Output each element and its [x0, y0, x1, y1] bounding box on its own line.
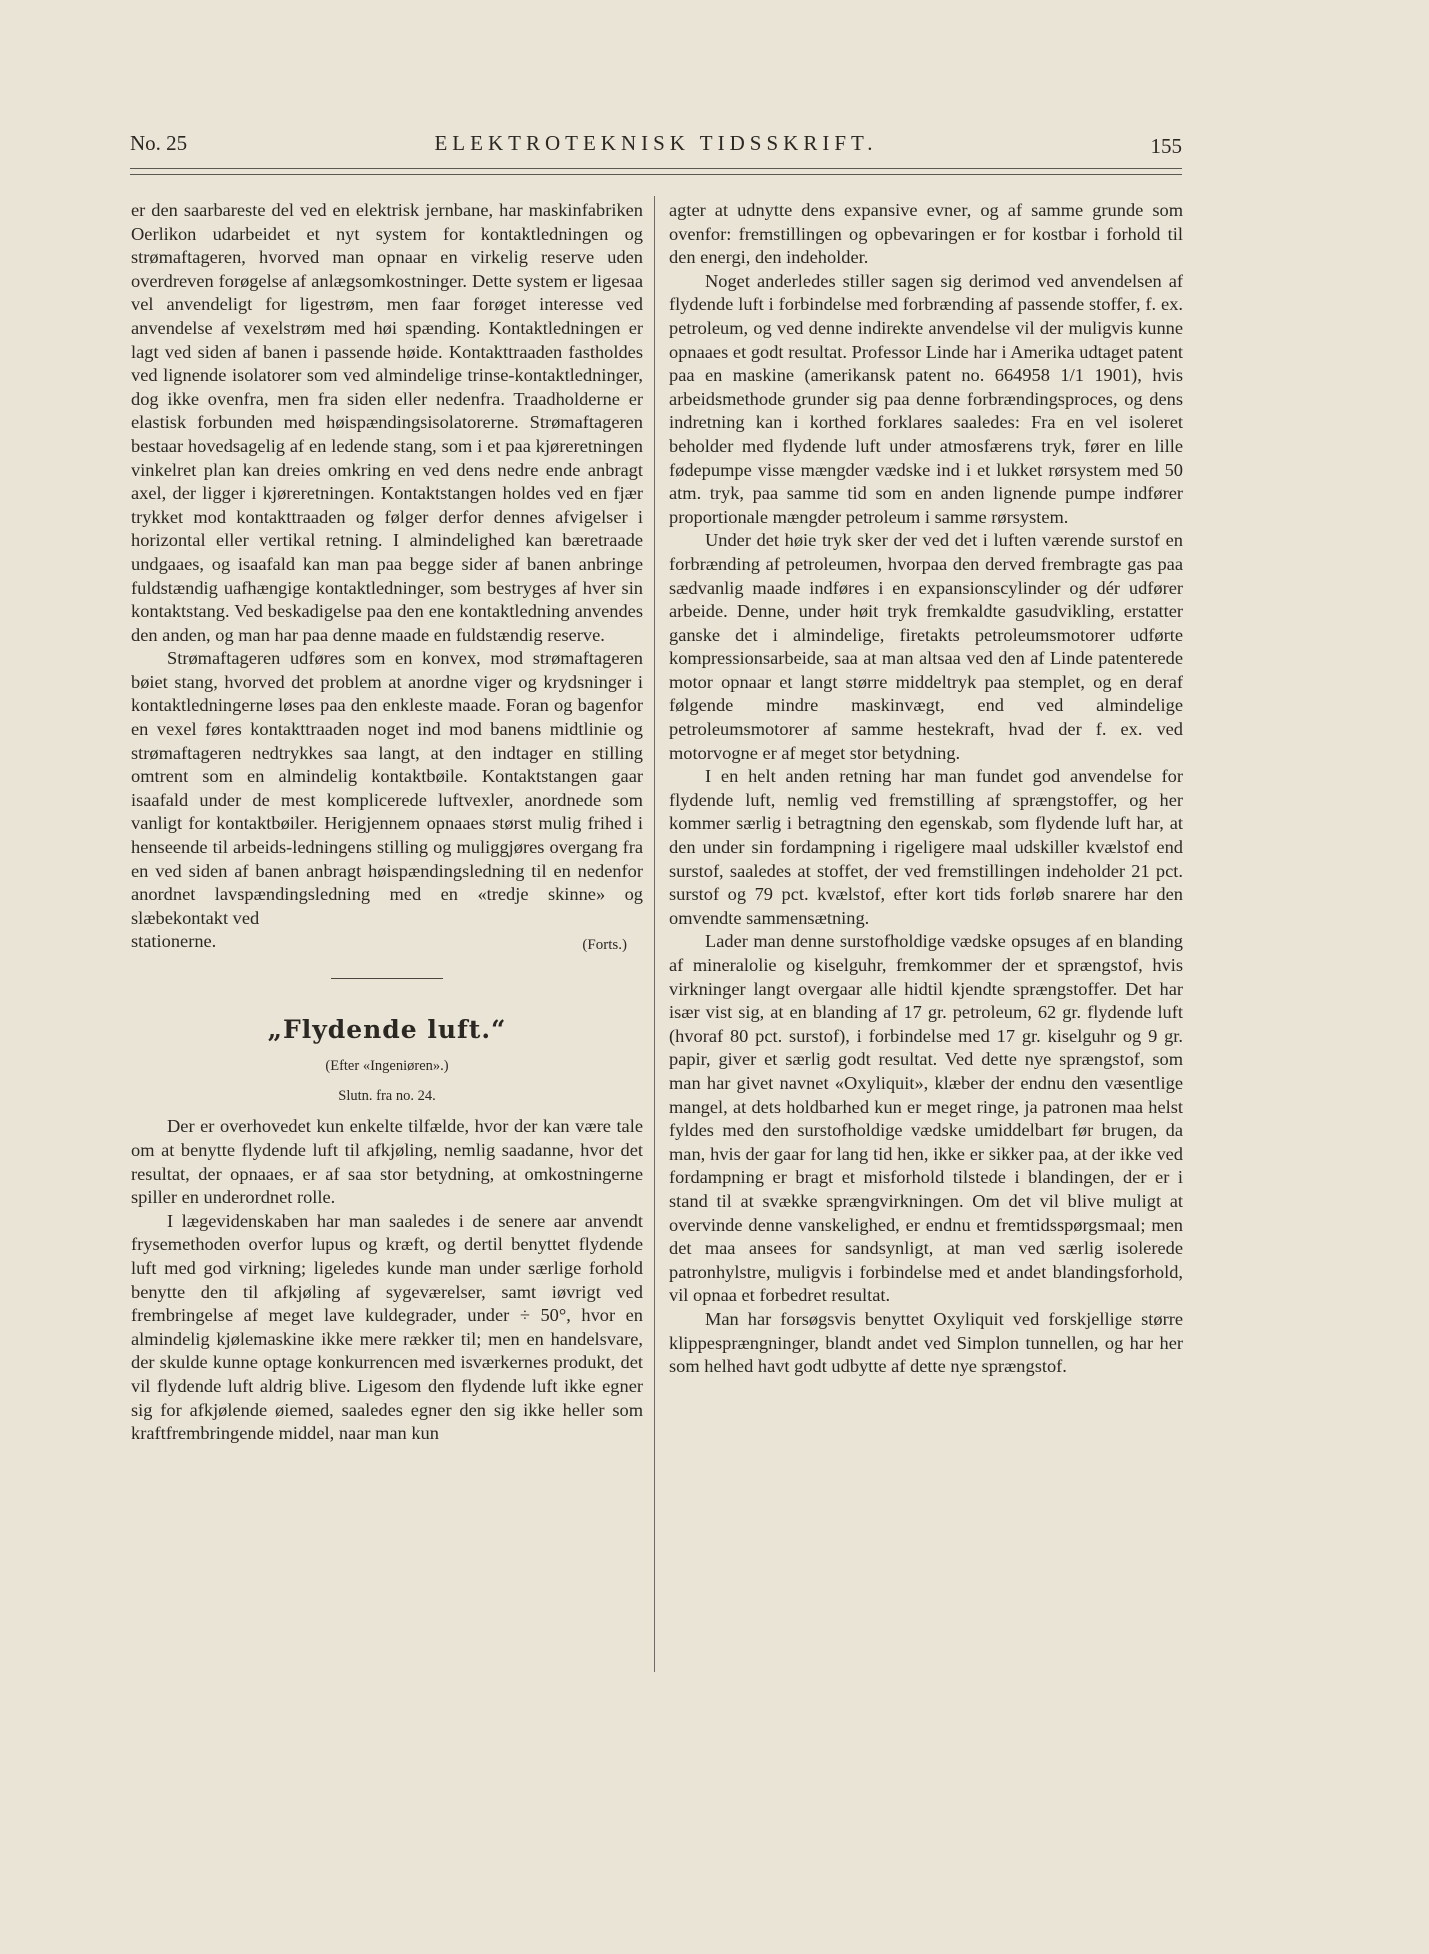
- column-divider: [654, 196, 655, 1672]
- paragraph: er den saarbareste del ved en elektrisk jernbane, har maskinfabriken Oerlikon udarbeidet et nyt system for kontaktledningen og strømaftageren, hvorved man opnaar en virkelig reserve uden overdreven forøgelse af anlægsomkostninger. Dette system er ligesaa vel anvendeligt for ligestrøm, men faar forøget interesse ved anvendelse af vexelstrøm med høi spænding. Kontaktledningen er lagt ved siden af banen i passende høide. Kontakttraaden fastholdes ved lignende isolatorer som ved almindelige trinse-kontaktledninger, dog ikke ovenfra, men fra siden eller nedenfra. Traadholderne er elastisk forbunden med høispændingsisolatorerne. Strømaftageren bestaar hovedsagelig af en ledende stang, som i et paa kjøreretningen vinkelret plan kan dreies omkring en ved dens nedre ende anbragt axel, der ligger i kjøreretningen. Kontaktstangen holdes ved en fjær trykket mod kontakttraaden og følger derfor dennes afvigelser i horizontal eller vertikal retning. I almindelighed kan bæretraade undgaaes, og isaafald kan man paa begge sider af banen anbringe fuldstændig uafhængige kontaktledninger, som bestryges af hver sin kontaktstang. Ved beskadigelse paa den ene kontaktledning anvendes den anden, og man har paa denne maade en fuldstændig reserve.: [131, 200, 643, 645]
- continued-note: (Forts.): [582, 937, 627, 954]
- paragraph: agter at udnytte dens expansive evner, og af samme grunde som ovenfor: fremstillingen og opbevaringen er for kostbar i forhold til den energi, den indeholder.: [669, 200, 1183, 268]
- paragraph: Strømaftageren udføres som en konvex, mod strømaftageren bøiet stang, hvorved det problem at anordne viger og krydsninger i kontaktledningerne løses paa den enkleste maade. Foran og bagenfor en vexel føres kontakttraaden noget ind mod banens midtlinie og strømaftageren nedtrykkes saa langt, at den indtager en stilling omtrent som en almindelig kontaktbøile. Kontaktstangen gaar isaafald under de mest komplicerede luftvexler, anordnede som vanligt for kontaktbøiler. Herigjennem opnaaes størst mulig frihed i henseende til arbeids-ledningens stilling og muliggjøres overgang fra en ved siden af banen anbragt høispændingsledning til en nedenfor anordnet lavspændingsledning med en «tredje skinne» og slæbekontakt ved: [131, 648, 643, 928]
- section-separator: [331, 978, 443, 979]
- paragraph: I en helt anden retning har man fundet god anvendelse for flydende luft, nemlig ved fremstilling af sprængstoffer, og her kommer særlig i betragtning den egenskab, som flydende luft har, at den under sin fordampning i rigeligere maal udskiller kvælstof end surstof, saaledes at stoffet, der ved fremstillingen indeholder 21 pct. surstof og 79 pct. kvælstof, efter kort tids forløb snarere har den omvendte sammensætning.: [669, 766, 1183, 928]
- paragraph: Lader man denne surstofholdige vædske opsuges af en blanding af mineralolie og kiselguhr, fremkommer der et sprængstof, hvis virkninger langt overgaar alle hidtil kjendte sprængstoffer. Det har især vist sig, at en blanding af 17 gr. petroleum, 62 gr. flydende luft (hvoraf 80 pct. surstof), i forbindelse med 17 gr. kiselguhr og 9 gr. papir, giver et særlig godt resultat. Ved dette nye sprængstof, som man har givet navnet «Oxyliquit», klæber der endnu den væsentlige mangel, at dets holdbarhed kun er meget ringe, ja patronen maa helst fyldes med den surstofholdige vædske umiddelbart før brugen, da man, hvis der gaar for lang tid hen, ikke er sikker paa, at der ikke ved fordampning er bragt et misforhold tilstede i blandingen, der er i stand til at svække sprængvirkningen. Om det vil blive muligt at overvinde denne vanskelighed, er endnu et fremtidsspørgsmaal; men det maa ansees for sandsynligt, at man ved særlig isolerede patronhylstre, muligvis i forbindelse med et andet blandingsforhold, vil opnaa et forbedret resultat.: [669, 931, 1183, 1306]
- article-source: (Efter «Ingeniøren».): [325, 1058, 449, 1075]
- article-signoff: [131, 930, 643, 954]
- header-double-rule: [130, 168, 1182, 175]
- page-number: 155: [1150, 134, 1182, 158]
- left-column: [131, 199, 643, 1446]
- paragraph: Noget anderledes stiller sagen sig derimod ved anvendelsen af flydende luft i forbindelse med forbrænding af passende stoffer, f. ex. petroleum, og ved denne indirekte anvendelse vil der muligvis kunne opnaaes et godt resultat. Professor Linde har i Amerika udtaget patent paa en maskine (amerikansk patent no. 664958 1/1 1901), hvis arbeidsmethode grunder sig paa denne forbrændingsproces, og dens indretning kan i korthed forklares saaledes: Fra en vel isoleret beholder med flydende luft under atmosfærens tryk, fører en lille fødepumpe visse mængder vædske ind i et lukket rørsystem med 50 atm. tryk, paa samme tid som en anden lignende pumpe indfører proportionale mængder petroleum i samme rørsystem.: [669, 270, 1183, 527]
- paragraph: I lægevidenskaben har man saaledes i de senere aar anvendt frysemethoden overfor lupus og kræft, og dertil benyttet flydende luft med god virkning; ligeledes kunde man under særlige forhold benytte den til afkjøling af sygeværelser, samt iøvrigt ved frembringelse af meget lave kuldegrader, under ÷ 50°, hvor en almindelig kjølemaskine ikke mere rækker til; men en handelsvare, der skulde kunne optage konkurrencen med isværkernes produkt, det vil flydende luft aldrig blive. Ligesom den flydende luft ikke egner sig for afkjølende øiemed, saaledes egner den sig ikke heller som kraftfrembringende middel, naar man kun: [131, 1210, 643, 1444]
- paragraph: Man har forsøgsvis benyttet Oxyliquit ved forskjellige større klippesprængninger, blandt andet ved Simplon tunnellen, og har her som helhed havt godt udbytte af dette nye sprængstof.: [669, 1308, 1183, 1377]
- article-title: „Flydende luft.“: [267, 1015, 507, 1045]
- article-continuation: Slutn. fra no. 24.: [338, 1088, 436, 1105]
- right-column: [669, 199, 1183, 1379]
- journal-title: ELEKTROTEKNISK TIDSSKRIFT.: [434, 131, 878, 155]
- paragraph-last-line: stationerne.: [131, 931, 217, 952]
- running-header: [130, 131, 1182, 159]
- issue-number: No. 25: [130, 131, 188, 155]
- paragraph: Der er overhovedet kun enkelte tilfælde, hvor der kan være tale om at benytte flydende luft til afkjøling, nemlig saadanne, hvor det resultat, der opnaaes, er af saa stor betydning, at omkostningerne spiller en underordnet rolle.: [131, 1116, 643, 1208]
- paragraph: Under det høie tryk sker der ved det i luften værende surstof en forbrænding af petroleumen, hvorpaa den derved frembragte gas paa sædvanlig maade indføres i en expansionscylinder og dér udfører arbeide. Denne, under høit tryk fremkaldte gasudvikling, erstatter ganske det i almindelige, firetakts petroleumsmotorer udførte kompressionsarbeide, saa at man altsaa ved den af Linde patenterede motor opnaar et langt større middeltryk paa stemplet, og en deraf følgende mindre maskinvægt, end ved almindelige petroleumsmotorer af samme hestekraft, hvad der f. ex. ved motorvogne er af meget stor betydning.: [669, 530, 1183, 763]
